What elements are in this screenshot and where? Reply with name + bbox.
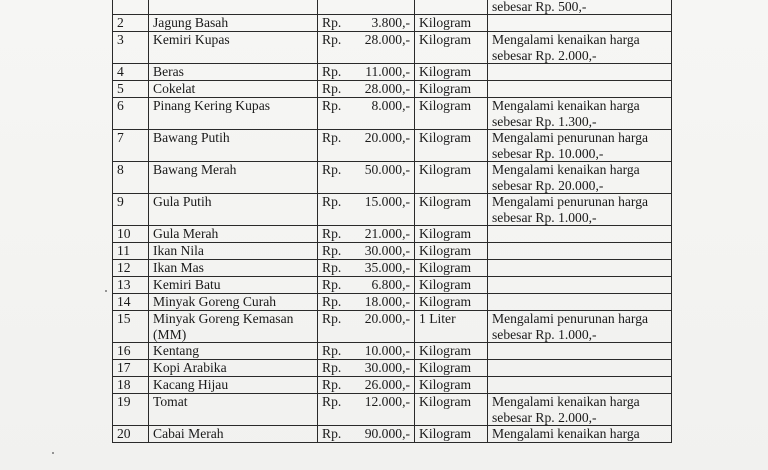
unit: Kilogram — [415, 194, 488, 226]
currency-label: Rp. — [322, 277, 342, 292]
price — [318, 311, 415, 343]
currency-label: Rp. — [322, 81, 342, 96]
unit: Kilogram — [415, 130, 488, 162]
unit: Kilogram — [415, 394, 488, 426]
price-value: 28.000,- — [364, 32, 410, 47]
table-row — [113, 260, 672, 277]
unit: Kilogram — [415, 343, 488, 360]
currency-label: Rp. — [322, 311, 342, 326]
price-value: 30.000,- — [364, 243, 410, 258]
price-table — [112, 0, 672, 443]
price — [318, 394, 415, 426]
commodity-name: Cabai Merah — [149, 426, 318, 443]
row-number: 19 — [113, 394, 149, 426]
currency-label: Rp. — [322, 226, 342, 241]
table-row — [113, 162, 672, 194]
unit: Kilogram — [415, 277, 488, 294]
price-note: Mengalami kenaikan harga sebesar Rp. 1.300,- — [488, 98, 672, 130]
unit: Kilogram — [415, 377, 488, 394]
table-row — [113, 81, 672, 98]
unit: Kilogram — [415, 98, 488, 130]
table-row — [113, 194, 672, 226]
price-note — [488, 277, 672, 294]
price-value: 11.000,- — [365, 64, 410, 79]
price-note: Mengalami kenaikan harga sebesar Rp. 20.000,- — [488, 162, 672, 194]
row-number: 13 — [113, 277, 149, 294]
row-number: 20 — [113, 426, 149, 443]
price-value: 20.000,- — [364, 311, 410, 326]
row-number — [113, 0, 149, 15]
currency-label: Rp. — [322, 260, 342, 275]
commodity-name: Kopi Arabika — [149, 360, 318, 377]
table-row — [113, 311, 672, 343]
price-note — [488, 64, 672, 81]
price-note — [488, 15, 672, 32]
price-value: 3.800,- — [371, 15, 410, 30]
unit: Kilogram — [415, 426, 488, 443]
row-number: 14 — [113, 294, 149, 311]
price-value: 15.000,- — [364, 194, 410, 209]
price-note: Mengalami kenaikan harga sebesar Rp. 2.000,- — [488, 32, 672, 64]
commodity-name: Minyak Goreng Kemasan (MM) — [149, 311, 318, 343]
price-value: 30.000,- — [364, 360, 410, 375]
table-row — [113, 226, 672, 243]
price — [318, 294, 415, 311]
price-note: Mengalami penurunan harga sebesar Rp. 10.000,- — [488, 130, 672, 162]
price — [318, 360, 415, 377]
commodity-name: Kemiri Batu — [149, 277, 318, 294]
price-value: 18.000,- — [364, 294, 410, 309]
row-number: 8 — [113, 162, 149, 194]
commodity-name: Bawang Merah — [149, 162, 318, 194]
commodity-name: Kacang Hijau — [149, 377, 318, 394]
currency-label: Rp. — [322, 360, 342, 375]
currency-label: Rp. — [322, 162, 342, 177]
price-note — [488, 243, 672, 260]
price — [318, 81, 415, 98]
row-number: 9 — [113, 194, 149, 226]
commodity-name: Gula Merah — [149, 226, 318, 243]
unit: Kilogram — [415, 360, 488, 377]
unit: Kilogram — [415, 260, 488, 277]
row-number: 12 — [113, 260, 149, 277]
row-number: 2 — [113, 15, 149, 32]
commodity-name — [149, 0, 318, 15]
price — [318, 277, 415, 294]
table-row — [113, 130, 672, 162]
row-number: 4 — [113, 64, 149, 81]
unit: Kilogram — [415, 162, 488, 194]
price — [318, 260, 415, 277]
row-number: 17 — [113, 360, 149, 377]
row-number: 5 — [113, 81, 149, 98]
price-note — [488, 343, 672, 360]
table-row — [113, 360, 672, 377]
price — [318, 194, 415, 226]
commodity-name: Jagung Basah — [149, 15, 318, 32]
commodity-name: Gula Putih — [149, 194, 318, 226]
table-row — [113, 64, 672, 81]
price-value: 26.000,- — [364, 377, 410, 392]
unit: Kilogram — [415, 32, 488, 64]
price-note — [488, 260, 672, 277]
currency-label: Rp. — [322, 394, 342, 409]
scan-speck — [105, 290, 107, 292]
currency-label: Rp. — [322, 377, 342, 392]
price-note — [488, 294, 672, 311]
table-row — [113, 15, 672, 32]
currency-label: Rp. — [322, 130, 342, 145]
price — [318, 377, 415, 394]
price-value: 50.000,- — [364, 162, 410, 177]
price — [318, 64, 415, 81]
unit: Kilogram — [415, 294, 488, 311]
price — [318, 226, 415, 243]
unit: Kilogram — [415, 226, 488, 243]
price-value: 90.000,- — [364, 426, 410, 441]
commodity-name: Ikan Nila — [149, 243, 318, 260]
row-number: 10 — [113, 226, 149, 243]
currency-label: Rp. — [322, 98, 342, 113]
commodity-name: Kemiri Kupas — [149, 32, 318, 64]
commodity-name: Tomat — [149, 394, 318, 426]
row-number: 11 — [113, 243, 149, 260]
price — [318, 0, 415, 15]
currency-label: Rp. — [322, 32, 342, 47]
currency-label: Rp. — [322, 343, 342, 358]
table-row — [113, 426, 672, 443]
price — [318, 243, 415, 260]
table-row — [113, 377, 672, 394]
price — [318, 130, 415, 162]
unit: Kilogram — [415, 81, 488, 98]
price-value: 20.000,- — [364, 130, 410, 145]
table-row — [113, 343, 672, 360]
table-row — [113, 243, 672, 260]
price — [318, 343, 415, 360]
commodity-name: Pinang Kering Kupas — [149, 98, 318, 130]
price-value: 21.000,- — [364, 226, 410, 241]
price-note — [488, 377, 672, 394]
price-value: 28.000,- — [364, 81, 410, 96]
commodity-name: Beras — [149, 64, 318, 81]
table-row — [113, 32, 672, 64]
price-value: 35.000,- — [364, 260, 410, 275]
price-note — [488, 226, 672, 243]
currency-label: Rp. — [322, 194, 342, 209]
currency-label: Rp. — [322, 426, 342, 441]
price-value: 6.800,- — [371, 277, 410, 292]
price — [318, 162, 415, 194]
price-value: 10.000,- — [364, 343, 410, 358]
commodity-name: Cokelat — [149, 81, 318, 98]
price — [318, 32, 415, 64]
commodity-name: Kentang — [149, 343, 318, 360]
price — [318, 426, 415, 443]
price-note — [488, 360, 672, 377]
table-row — [113, 0, 672, 15]
unit: 1 Liter — [415, 311, 488, 343]
row-number: 3 — [113, 32, 149, 64]
row-number: 18 — [113, 377, 149, 394]
price-note: Mengalami kenaikan harga sebesar Rp. 2.000,- — [488, 394, 672, 426]
commodity-name: Ikan Mas — [149, 260, 318, 277]
scan-speck — [52, 452, 54, 454]
table-row — [113, 98, 672, 130]
price-table-body — [113, 0, 672, 443]
price-note: Mengalami penurunan harga sebesar Rp. 1.000,- — [488, 311, 672, 343]
table-row — [113, 394, 672, 426]
table-row — [113, 294, 672, 311]
commodity-name: Minyak Goreng Curah — [149, 294, 318, 311]
row-number: 6 — [113, 98, 149, 130]
unit: Kilogram — [415, 64, 488, 81]
table-row — [113, 277, 672, 294]
price — [318, 98, 415, 130]
price-value: 12.000,- — [364, 394, 410, 409]
unit: Kilogram — [415, 243, 488, 260]
price-note: Mengalami kenaikan harga — [488, 426, 672, 443]
currency-label: Rp. — [322, 243, 342, 258]
currency-label: Rp. — [322, 15, 342, 30]
price-note: sebesar Rp. 500,- — [488, 0, 672, 15]
commodity-name: Bawang Putih — [149, 130, 318, 162]
currency-label: Rp. — [322, 64, 342, 79]
currency-label: Rp. — [322, 294, 342, 309]
unit: Kilogram — [415, 15, 488, 32]
price-value: 8.000,- — [371, 98, 410, 113]
price — [318, 15, 415, 32]
price-note: Mengalami penurunan harga sebesar Rp. 1.000,- — [488, 194, 672, 226]
price-note — [488, 81, 672, 98]
row-number: 16 — [113, 343, 149, 360]
row-number: 15 — [113, 311, 149, 343]
unit — [415, 0, 488, 15]
row-number: 7 — [113, 130, 149, 162]
